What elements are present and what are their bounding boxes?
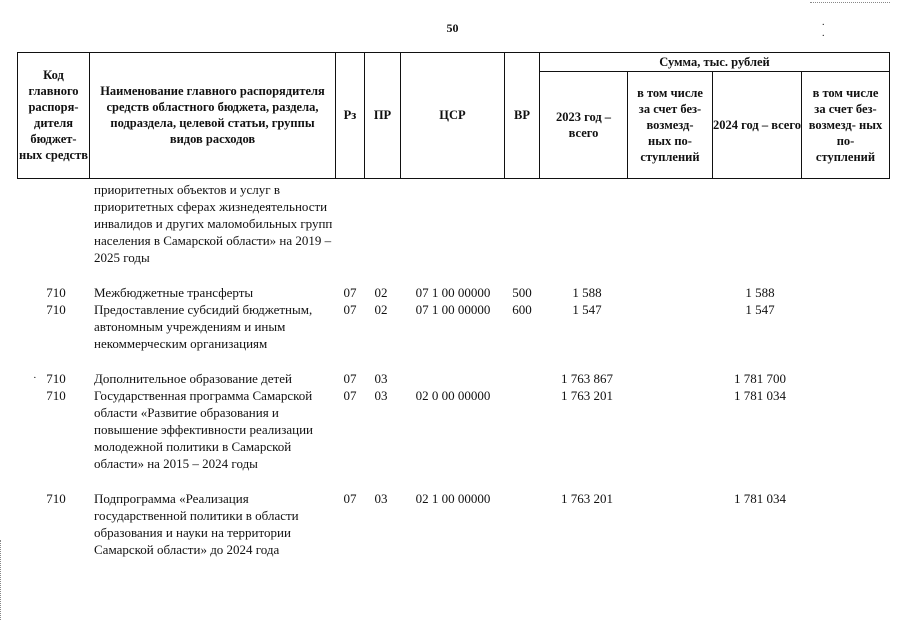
row-name: Государственная программа Самарской области «Развитие образования и повышение эффективности реализации молодежной политики в Самарской области» на 2015 – 2024 годы [94,388,313,471]
row-sum-2023: 1 588 [572,285,602,300]
header-code: Код главного распоря- дителя бюджет- ных средств [19,68,88,162]
header-2023-free: в том числе за счет без- возмезд- ных по- ступлений [637,85,703,164]
header-pr: ПР [373,108,392,122]
row-pr: 02 [374,285,388,300]
scan-dot: · [33,372,37,384]
row-sum-2024: 1 781 034 [734,388,786,403]
header-csr: ЦСР [439,108,466,122]
header-sum: Сумма, тыс. рублей [659,55,770,69]
row-csr: 02 0 00 00000 [415,388,491,403]
row-pr: 02 [374,302,388,317]
header-2024-free: в том числе за счет без- возмезд- ных по- ступлений [808,85,883,164]
row-sum-2023: 1 763 201 [561,388,613,403]
row-pr: 03 [374,491,388,506]
row-sum-2024: 1 781 700 [734,371,786,386]
scan-artifact-line [810,2,890,4]
row-sum-2023: 1 763 201 [561,491,613,506]
row-code: 710 [46,302,66,317]
row-name: Межбюджетные трансферты [94,285,254,300]
row-name: приоритетных объектов и услуг в приоритетных сферах жизнедеятельности инвалидов и других маломобильных групп населения в Самарской области» на 2019 – 2025 годы [94,182,333,265]
row-pr: 03 [374,371,388,386]
row-rz: 07 [343,491,357,506]
row-rz: 07 [343,285,357,300]
row-code: 710 [46,491,66,506]
row-name: Предоставление субсидий бюджетным, автономным учреждениям и иным некоммерческим организациям [94,302,313,351]
row-name: Подпрограмма «Реализация государственной политики в области образования и науки на территории Самарской области» до 2024 года [94,491,299,557]
row-csr: 02 1 00 00000 [415,491,491,506]
row-sum-2024: 1 588 [745,285,775,300]
header-2024-total: 2024 год – всего [713,117,801,132]
row-rz: 07 [343,302,357,317]
row-code: 710 [46,388,66,403]
row-vr: 600 [512,302,532,317]
header-vr: ВР [514,108,530,122]
row-code: 710 [46,285,66,300]
header-name: Наименование главного распорядителя средств областного бюджета, раздела, подраздела, целевой статьи, группы видов расходов [100,84,325,146]
header-2023-total: 2023 год – всего [555,109,612,140]
top-marks: . . [822,17,861,39]
row-code: 710 [46,371,66,386]
row-sum-2023: 1 547 [572,302,602,317]
row-csr: 07 1 00 00000 [415,302,491,317]
row-rz: 07 [343,371,357,386]
row-csr: 07 1 00 00000 [415,285,491,300]
row-vr: 500 [512,285,532,300]
row-pr: 03 [374,388,388,403]
row-sum-2023: 1 763 867 [561,371,613,386]
row-name: Дополнительное образование детей [94,371,292,386]
scan-artifact-edge [0,540,4,620]
row-sum-2024: 1 781 034 [734,491,786,506]
row-sum-2024: 1 547 [745,302,775,317]
header-rz: Рз [343,108,357,122]
row-rz: 07 [343,388,357,403]
page-number: 50 [446,21,459,35]
